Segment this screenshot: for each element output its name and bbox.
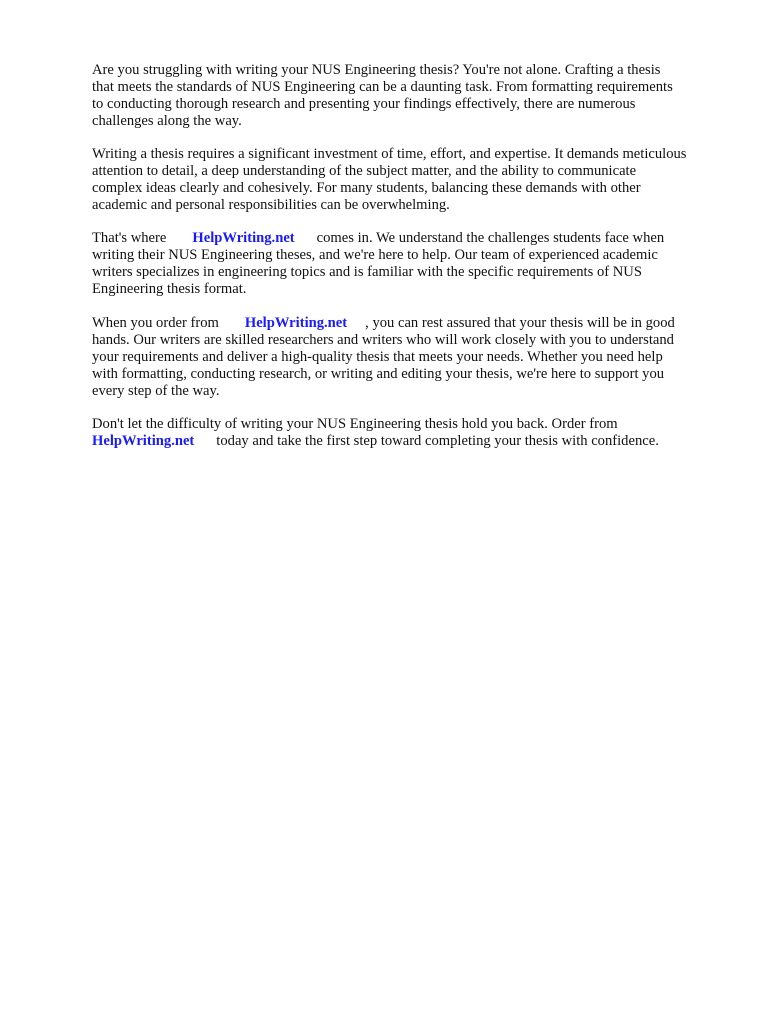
text-line: Don't let the difficulty of writing your NUS Engineering thesis hold you back. Order from	[92, 416, 618, 432]
text-line: attention to detail, a deep understanding of the subject matter, and the ability to communicate	[92, 163, 637, 179]
paragraph-intro	[92, 62, 673, 130]
text-line: that meets the standards of NUS Engineering can be a daunting task. From formatting requirements	[92, 79, 673, 95]
text-fragment: comes in. We understand the challenges students face when	[316, 230, 665, 246]
text-line	[92, 433, 659, 450]
text-line: to conducting thorough research and presenting your findings effectively, there are numerous	[92, 96, 636, 112]
text-line: writers specializes in engineering topics and is familiar with the specific requirements of NUS	[92, 264, 642, 280]
text-line: challenges along the way.	[92, 113, 242, 129]
text-line: your requirements and deliver a high-quality thesis that meets your needs. Whether you need help	[92, 349, 663, 365]
text-fragment: today and take the first step toward completing your thesis with confidence.	[216, 433, 659, 449]
text-line: Writing a thesis requires a significant investment of time, effort, and expertise. It demands meticulous	[92, 146, 687, 162]
paragraph-call-to-action	[92, 416, 659, 450]
helpwriting-link[interactable]: HelpWriting.net	[244, 315, 348, 331]
helpwriting-link[interactable]: HelpWriting.net	[92, 433, 195, 449]
paragraph-order	[92, 315, 675, 400]
paragraph-service	[92, 230, 664, 298]
helpwriting-link[interactable]: HelpWriting.net	[192, 230, 295, 246]
paragraph-requirements	[92, 146, 687, 214]
text-line: hands. Our writers are skilled researchers and writers who will work closely with you to understand	[92, 332, 674, 348]
text-line: writing their NUS Engineering theses, and we're here to help. Our team of experienced academic	[92, 247, 658, 263]
text-line	[92, 315, 675, 332]
text-line	[92, 230, 664, 247]
text-line: academic and personal responsibilities can be overwhelming.	[92, 197, 450, 213]
text-fragment: , you can rest assured that your thesis will be in good	[365, 315, 675, 331]
text-line: every step of the way.	[92, 383, 220, 399]
text-line: Engineering thesis format.	[92, 281, 247, 297]
text-fragment: That's where	[92, 230, 167, 246]
text-line: Are you struggling with writing your NUS Engineering thesis? You're not alone. Crafting a thesis	[92, 62, 661, 78]
text-line: with formatting, conducting research, or writing and editing your thesis, we're here to support you	[92, 366, 665, 382]
text-fragment: When you order from	[92, 315, 219, 331]
text-line: complex ideas clearly and cohesively. For many students, balancing these demands with other	[92, 180, 641, 196]
